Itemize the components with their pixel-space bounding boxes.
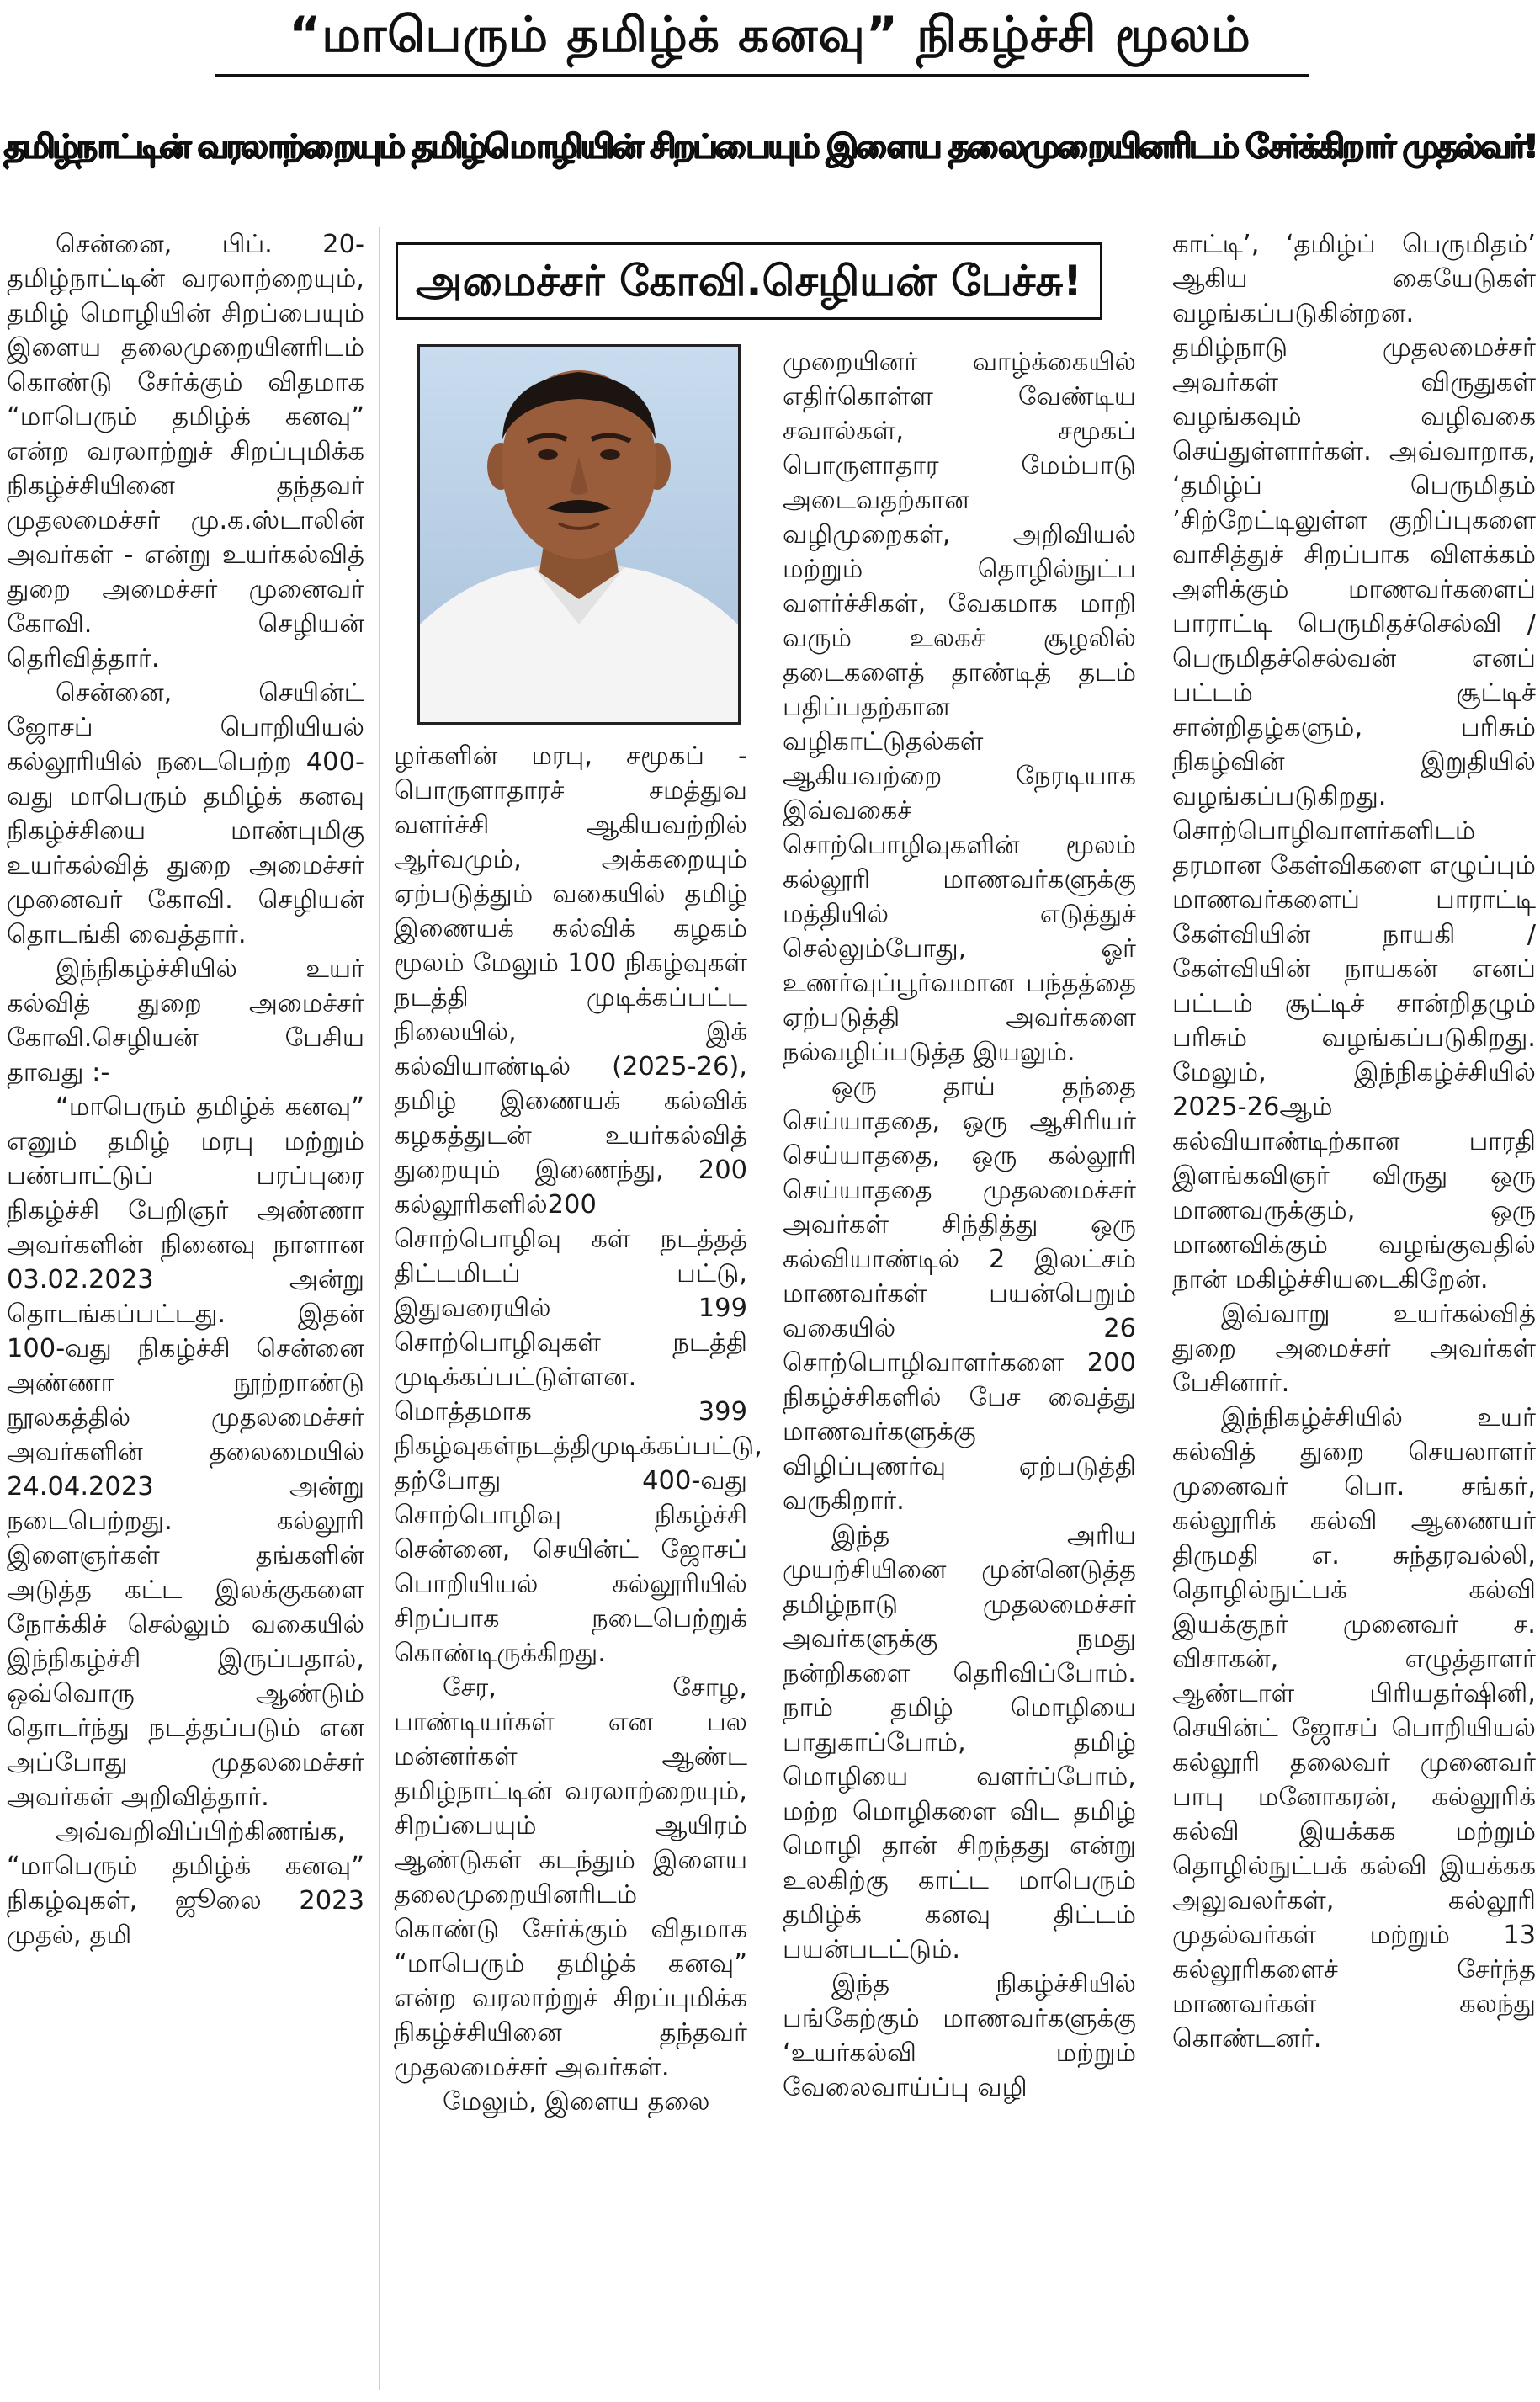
- paragraph: இந்த நிகழ்ச்சியில் பங்கேற்கும் மாணவர்களுக்கு ‘உயர்கல்வி மற்றும் வேலைவாய்ப்பு வழி: [783, 1969, 1136, 2102]
- paragraph: முறையினர் வாழ்க்கையில் எதிர்கொள்ள வேண்டிய சவால்கள், சமூகப் பொருளாதார மேம்பாடு அடைவதற்கான வழிமுறைகள், அறிவியல் மற்றும் தொழில்நுட்ப வளர்ச்சிகள், வேகமாக மாறி வரும் உலகச் சூழலில் தடைகளைத் தாண்டித் தடம் பதிப்பதற்கான வழிகாட்டுதல்கள் ஆகியவற்றை நேரடியாக இவ்வகைச் சொற்பொழிவுகளின் மூலம் கல்லூரி மாணவர்களுக்கு மத்தியில் எடுத்துச் செல்லும்போது, ஓர் உணர்வுப்பூர்வமான பந்தத்தை ஏற்படுத்தி அவர்களை நல்வழிப்படுத்த இயலும்.: [783, 348, 1136, 1067]
- kicker-title: “மாபெரும் தமிழ்க் கனவு” நிகழ்ச்சி மூலம்: [289, 6, 1251, 63]
- column-divider: [379, 227, 380, 2390]
- paragraph: சென்னை, பிப். 20- தமிழ்நாட்டின் வரலாற்றையும், தமிழ் மொழியின் சிறப்பையும் இளைய தலைமுறையினரிடம் கொண்டு சேர்க்கும் விதமாக “மாபெரும் தமிழ்க் கனவு” என்ற வரலாற்றுச் சிறப்புமிக்க நிகழ்ச்சியினை தந்தவர் முதலமைச்சர் மு.க.ஸ்டாலின் அவர்கள் - என்று உயர்கல்வித் துறை அமைச்சர் முனைவர் கோவி. செழியன் தெரிவித்தார்.: [7, 230, 364, 673]
- article-column-3: [783, 345, 1136, 2390]
- article-column-4: [1172, 227, 1536, 2390]
- main-headline: தமிழ்நாட்டின் வரலாற்றையும் தமிழ்மொழியின் சிறப்பையும் இளைய தலைமுறையினரிடம் சேர்க்கிறார் முதல்வர்!: [3, 128, 1537, 166]
- article-column-1: [7, 227, 364, 2390]
- subheadline-box: அமைச்சர் கோவி.செழியன் பேச்சு!: [396, 242, 1102, 320]
- paragraph: இந்நிகழ்ச்சியில் உயர் கல்வித் துறை செயலாளர் முனைவர் பொ. சங்கர், கல்லூரிக் கல்வி ஆணையர் திருமதி எ. சுந்தரவல்லி, தொழில்நுட்பக் கல்வி இயக்குநர் முனைவர் ச. விசாகன், எழுத்தாளர் ஆண்டாள் பிரியதர்ஷினி, செயின்ட் ஜோசப் பொறியியல் கல்லூரி தலைவர் முனைவர் பாபு மனோகரன், கல்லூரிக் கல்வி இயக்கக மற்றும் தொழில்நுட்பக் கல்வி இயக்கக அலுவலர்கள், கல்லூரி முதல்வர்கள் மற்றும் 13 கல்லூரிகளைச் சேர்ந்த மாணவர்கள் கலந்து கொண்டனர்.: [1172, 1403, 1536, 2054]
- paragraph: சேர, சோழ, பாண்டியர்கள் என பல மன்னர்கள் ஆண்ட தமிழ்நாட்டின் வரலாற்றையும், சிறப்பையும் ஆயிரம் ஆண்டுகள் கடந்தும் இளைய தலைமுறையினரிடம் கொண்டு சேர்க்கும் விதமாக “மாபெரும் தமிழ்க் கனவு” என்ற வரலாற்றுச் சிறப்புமிக்க நிகழ்ச்சியினை தந்தவர் முதலமைச்சர் அவர்கள்.: [394, 1673, 747, 2082]
- paragraph: ழர்களின் மரபு, சமூகப் - பொருளாதாரச் சமத்துவ வளர்ச்சி ஆகியவற்றில் ஆர்வமும், அக்கறையும் ஏற்படுத்தும் வகையில் தமிழ் இணையக் கல்விக் கழகம் மூலம் மேலும் 100 நிகழ்வுகள் நடத்தி முடிக்கப்பட்ட நிலையில், இக் கல்வியாண்டில் (2025-26), தமிழ் இணையக் கல்விக் கழகத்துடன் உயர்கல்வித் துறையும் இணைந்து, 200 கல்லூரிகளில்200 சொற்பொழிவு கள் நடத்தத் திட்டமிடப் பட்டு, இதுவரையில் 199 சொற்பொழிவுகள் நடத்தி முடிக்கப்பட்டுள்ளன. மொத்தமாக 399 நிகழ்வுகள்நடத்திமுடிக்கப்பட்டு, தற்போது 400-வது சொற்பொழிவு நிகழ்ச்சி சென்னை, செயின்ட் ஜோசப் பொறியியல் கல்லூரியில் சிறப்பாக நடைபெற்றுக் கொண்டிருக்கிறது.: [394, 741, 762, 1668]
- paragraph: இந்நிகழ்ச்சியில் உயர் கல்வித் துறை அமைச்சர் கோவி.செழியன் பேசிய தாவது :-: [7, 954, 364, 1087]
- paragraph: இவ்வாறு உயர்கல்வித் துறை அமைச்சர் அவர்கள் பேசினார்.: [1172, 1299, 1536, 1398]
- paragraph: “மாபெரும் தமிழ்க் கனவு” எனும் தமிழ் மரபு மற்றும் பண்பாட்டுப் பரப்புரை நிகழ்ச்சி பேறிஞர் அண்ணா அவர்களின் நினைவு நாளான 03.02.2023 அன்று தொடங்கப்பட்டது. இதன் 100-வது நிகழ்ச்சி சென்னை அண்ணா நூற்றாண்டு நூலகத்தில் முதலமைச்சர் அவர்களின் தலைமையில் 24.04.2023 அன்று நடைபெற்றது. கல்லூரி இளைஞர்கள் தங்களின் அடுத்த கட்ட இலக்குகளை நோக்கிச் செல்லும் வகையில் இந்நிகழ்ச்சி இருப்பதால், ஒவ்வொரு ஆண்டும் தொடர்ந்து நடத்தப்படும் என அப்போது முதலமைச்சர் அவர்கள் அறிவித்தார்.: [7, 1092, 364, 1812]
- minister-portrait-photo: [417, 344, 741, 725]
- kicker-underline: [215, 74, 1309, 77]
- paragraph: சென்னை, செயின்ட் ஜோசப் பொறியியல் கல்லூரியில் நடைபெற்ற 400-வது மாபெரும் தமிழ்க் கனவு நிகழ்ச்சியை மாண்புமிகு உயர்கல்வித் துறை அமைச்சர் முனைவர் கோவி. செழியன் தொடங்கி வைத்தார்.: [7, 678, 364, 949]
- paragraph: காட்டி’, ‘தமிழ்ப் பெருமிதம்’ ஆகிய கையேடுகள் வழங்கப்படுகின்றன. தமிழ்நாடு முதலமைச்சர் அவர்கள் விருதுகள் வழங்கவும் வழிவகை செய்துள்ளார்கள். அவ்வாறாக, ‘தமிழ்ப் பெருமிதம் ’சிற்றேட்டிலுள்ள குறிப்புகளை வாசித்துச் சிறப்பாக விளக்கம் அளிக்கும் மாணவர்களைப் பாராட்டி பெருமிதச்செல்வி / பெருமிதச்செல்வன் எனப் பட்டம் சூட்டிச் சான்றிதழ்களும், பரிசும் நிகழ்வின் இறுதியில் வழங்கப்படுகிறது. சொற்பொழிவாளர்களிடம் தரமான கேள்விகளை எழுப்பும் மாணவர்களைப் பாராட்டி கேள்வியின் நாயகி / கேள்வியின் நாயகன் எனப் பட்டம் சூட்டிச் சான்றிதழும் பரிசும் வழங்கப்படுகிறது. மேலும், இந்நிகழ்ச்சியில் 2025-26ஆம் கல்வியாண்டிற்கான பாரதி இளங்கவிஞர் விருது ஒரு மாணவருக்கும், ஒரு மாணவிக்கும் வழங்குவதில் நான் மகிழ்ச்சியடைகிறேன்.: [1172, 230, 1536, 1294]
- portrait-illustration: [420, 347, 738, 722]
- paragraph: அவ்வறிவிப்பிற்கிணங்க, “மாபெரும் தமிழ்க் கனவு” நிகழ்வுகள், ஜூலை 2023 முதல், தமி: [7, 1817, 364, 1950]
- paragraph: இந்த அரிய முயற்சியினை முன்னெடுத்த தமிழ்நாடு முதலமைச்சர் அவர்களுக்கு நமது நன்றிகளை தெரிவிப்போம். நாம் தமிழ் மொழியை பாதுகாப்போம், தமிழ் மொழியை வளர்ப்போம், மற்ற மொழிகளை விட தமிழ் மொழி தான் சிறந்தது என்று உலகிற்கு காட்ட மாபெரும் தமிழ்க் கனவு திட்டம் பயன்படட்டும்.: [783, 1521, 1136, 1964]
- paragraph: ஒரு தாய் தந்தை செய்யாததை, ஒரு ஆசிரியர் செய்யாததை, ஒரு கல்லூரி செய்யாததை முதலமைச்சர் அவர்கள் சிந்தித்து ஒரு கல்வியாண்டில் 2 இலட்சம் மாணவர்கள் பயன்பெறும் வகையில் 26 சொற்பொழிவாளர்களை 200 நிகழ்ச்சிகளில் பேச வைத்து மாணவர்களுக்கு விழிப்புணர்வு ஏற்படுத்தி வருகிறார்.: [783, 1072, 1136, 1516]
- paragraph: மேலும், இளைய தலை: [443, 2087, 710, 2117]
- article-column-2: [394, 739, 762, 2389]
